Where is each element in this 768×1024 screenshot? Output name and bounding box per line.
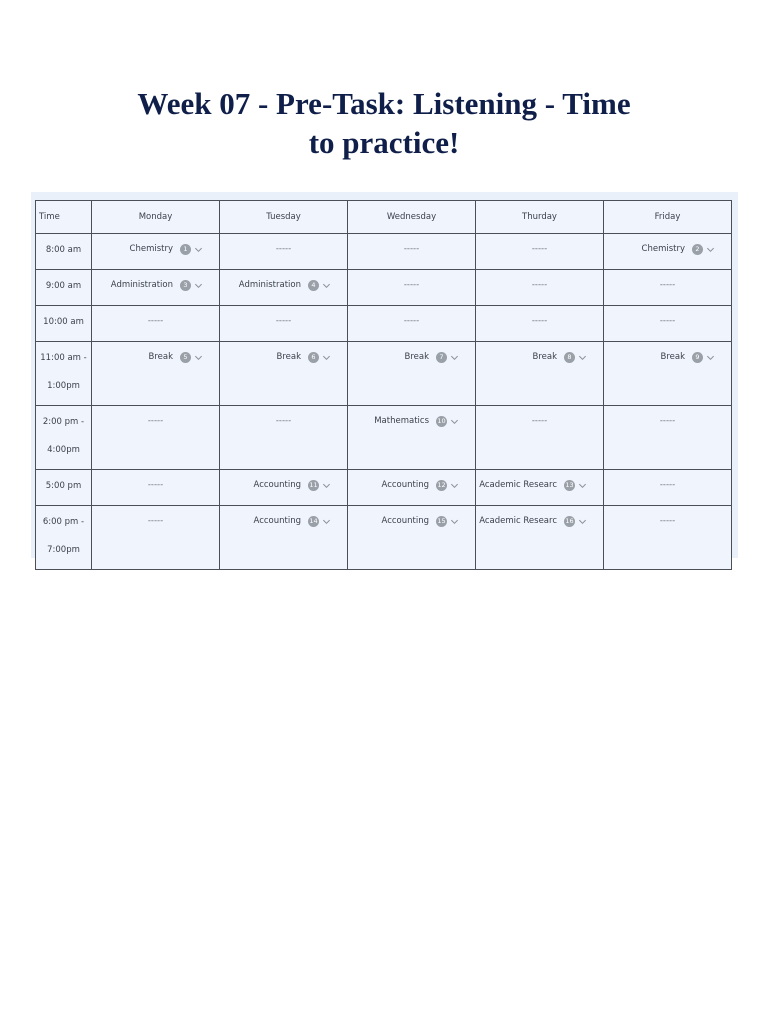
- schedule-table: [35, 200, 732, 570]
- column-header-friday: Friday: [604, 201, 732, 234]
- course-dropdown-cell[interactable]: [92, 234, 220, 270]
- time-label: 5:00 pm: [45, 481, 82, 491]
- number-badge: 11: [309, 481, 318, 489]
- course-name: Accounting: [253, 516, 301, 526]
- column-header-time: Time: [36, 201, 92, 234]
- page-title-line-2: to practice!: [308, 125, 460, 160]
- course-name: Break: [404, 352, 429, 362]
- time-cell: [36, 406, 92, 470]
- number-badge: 9: [692, 352, 703, 363]
- table-row: [36, 234, 732, 270]
- time-cell: [36, 270, 92, 306]
- number-badge: 16: [565, 517, 574, 525]
- chevron-down-icon[interactable]: [578, 481, 587, 490]
- chevron-down-icon[interactable]: [322, 353, 331, 362]
- empty-slot-dashes: -----: [531, 280, 548, 290]
- number-badge: 15: [437, 517, 446, 525]
- chevron-down-icon[interactable]: [194, 281, 203, 290]
- empty-slot-cell: [348, 270, 476, 306]
- number-badge: 7: [436, 352, 447, 363]
- course-name: Accounting: [381, 516, 429, 526]
- column-header-monday: Monday: [92, 201, 220, 234]
- course-name: Administration: [238, 280, 301, 290]
- empty-slot-dashes: -----: [403, 244, 420, 254]
- empty-slot-cell: [476, 306, 604, 342]
- empty-slot-cell: [604, 470, 732, 506]
- empty-slot-cell: [604, 406, 732, 470]
- time-cell: [36, 506, 92, 570]
- empty-slot-dashes: -----: [147, 416, 164, 426]
- empty-slot-cell: [348, 234, 476, 270]
- empty-slot-dashes: -----: [659, 480, 676, 490]
- number-badge: 14: [309, 517, 318, 525]
- empty-slot-dashes: -----: [531, 244, 548, 254]
- number-badge: 12: [437, 481, 446, 489]
- empty-slot-cell: [604, 506, 732, 570]
- empty-slot-cell: [604, 306, 732, 342]
- time-label: 7:00pm: [47, 545, 80, 555]
- chevron-down-icon[interactable]: [322, 281, 331, 290]
- page-title-line-1: Week 07 - Pre-Task: Listening - Time: [137, 86, 631, 121]
- chevron-down-icon[interactable]: [194, 245, 203, 254]
- course-name: Chemistry: [129, 244, 173, 254]
- time-label: 10:00 am: [43, 317, 84, 327]
- chevron-down-icon[interactable]: [450, 417, 459, 426]
- time-cell: [36, 342, 92, 406]
- empty-slot-dashes: -----: [659, 416, 676, 426]
- empty-slot-cell: [220, 406, 348, 470]
- page-title: [0, 84, 768, 162]
- table-row: [36, 306, 732, 342]
- empty-slot-cell: [476, 270, 604, 306]
- course-dropdown-cell[interactable]: [92, 270, 220, 306]
- schedule-body: [36, 234, 732, 570]
- course-name: Academic Researc: [479, 480, 557, 490]
- table-row: [36, 342, 732, 406]
- course-name: Break: [532, 352, 557, 362]
- course-dropdown-cell[interactable]: [476, 342, 604, 406]
- empty-slot-dashes: -----: [275, 244, 292, 254]
- time-cell: [36, 306, 92, 342]
- time-label: 6:00 pm -: [42, 517, 85, 527]
- empty-slot-cell: [604, 270, 732, 306]
- empty-slot-dashes: -----: [659, 516, 676, 526]
- number-badge: 3: [180, 280, 191, 291]
- empty-slot-cell: [476, 406, 604, 470]
- course-dropdown-cell[interactable]: [348, 406, 476, 470]
- chevron-down-icon[interactable]: [706, 353, 715, 362]
- course-dropdown-cell[interactable]: [476, 506, 604, 570]
- number-badge: 10: [437, 417, 446, 425]
- course-name: Break: [276, 352, 301, 362]
- empty-slot-dashes: -----: [147, 516, 164, 526]
- number-badge: 5: [180, 352, 191, 363]
- time-label: 1:00pm: [47, 381, 80, 391]
- number-badge: 4: [308, 280, 319, 291]
- chevron-down-icon[interactable]: [450, 517, 459, 526]
- empty-slot-dashes: -----: [659, 316, 676, 326]
- empty-slot-cell: [348, 306, 476, 342]
- number-badge: 2: [692, 244, 703, 255]
- schedule-table-container: [31, 192, 738, 558]
- course-name: Break: [660, 352, 685, 362]
- course-name: Administration: [110, 280, 173, 290]
- table-row: [36, 506, 732, 570]
- course-dropdown-cell[interactable]: [604, 342, 732, 406]
- course-dropdown-cell[interactable]: [604, 234, 732, 270]
- time-label: 2:00 pm -: [42, 417, 85, 427]
- table-row: [36, 470, 732, 506]
- course-name: Chemistry: [641, 244, 685, 254]
- empty-slot-dashes: -----: [275, 316, 292, 326]
- number-badge: 13: [565, 481, 574, 489]
- table-row: [36, 406, 732, 470]
- empty-slot-dashes: -----: [147, 480, 164, 490]
- chevron-down-icon[interactable]: [578, 353, 587, 362]
- empty-slot-dashes: -----: [403, 280, 420, 290]
- course-name: Accounting: [381, 480, 429, 490]
- course-name: Academic Researc: [479, 516, 557, 526]
- course-name: Mathematics: [374, 416, 429, 426]
- empty-slot-cell: [92, 406, 220, 470]
- course-dropdown-cell[interactable]: [220, 506, 348, 570]
- chevron-down-icon[interactable]: [450, 353, 459, 362]
- column-header-tuesday: Tuesday: [220, 201, 348, 234]
- time-label: 9:00 am: [45, 281, 82, 291]
- empty-slot-cell: [220, 234, 348, 270]
- empty-slot-dashes: -----: [147, 316, 164, 326]
- chevron-down-icon[interactable]: [194, 353, 203, 362]
- chevron-down-icon[interactable]: [450, 481, 459, 490]
- number-badge: 8: [564, 352, 575, 363]
- course-dropdown-cell[interactable]: [92, 342, 220, 406]
- empty-slot-dashes: -----: [531, 416, 548, 426]
- empty-slot-cell: [220, 306, 348, 342]
- table-row: [36, 270, 732, 306]
- time-label: 8:00 am: [45, 245, 82, 255]
- chevron-down-icon[interactable]: [322, 517, 331, 526]
- time-cell: [36, 470, 92, 506]
- empty-slot-cell: [476, 234, 604, 270]
- empty-slot-dashes: -----: [275, 416, 292, 426]
- chevron-down-icon[interactable]: [322, 481, 331, 490]
- number-badge: 1: [180, 244, 191, 255]
- course-dropdown-cell[interactable]: [348, 470, 476, 506]
- empty-slot-cell: [92, 506, 220, 570]
- empty-slot-cell: [92, 306, 220, 342]
- empty-slot-dashes: -----: [659, 280, 676, 290]
- time-cell: [36, 234, 92, 270]
- course-name: Break: [148, 352, 173, 362]
- course-dropdown-cell[interactable]: [348, 342, 476, 406]
- chevron-down-icon[interactable]: [706, 245, 715, 254]
- number-badge: 6: [308, 352, 319, 363]
- course-dropdown-cell[interactable]: [476, 470, 604, 506]
- chevron-down-icon[interactable]: [578, 517, 587, 526]
- course-name: Accounting: [253, 480, 301, 490]
- empty-slot-dashes: -----: [403, 316, 420, 326]
- course-dropdown-cell[interactable]: [220, 270, 348, 306]
- column-header-thursday: Thurday: [476, 201, 604, 234]
- course-dropdown-cell[interactable]: [220, 342, 348, 406]
- time-label: 11:00 am -: [40, 353, 87, 363]
- course-dropdown-cell[interactable]: [348, 506, 476, 570]
- empty-slot-dashes: -----: [531, 316, 548, 326]
- empty-slot-cell: [92, 470, 220, 506]
- column-header-wednesday: Wednesday: [348, 201, 476, 234]
- header-row: [36, 201, 732, 234]
- course-dropdown-cell[interactable]: [220, 470, 348, 506]
- time-label: 4:00pm: [47, 445, 80, 455]
